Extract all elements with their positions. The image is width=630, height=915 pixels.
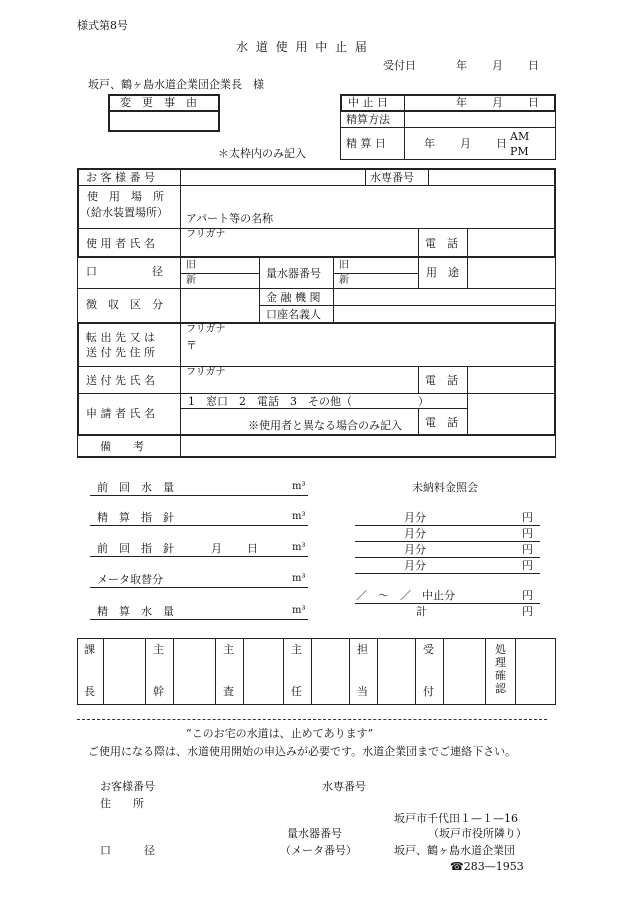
settle-day: 日 bbox=[496, 137, 507, 150]
send-phone-label: 電 話 bbox=[425, 374, 458, 387]
unpaid-month-3: 月分 bbox=[404, 543, 426, 556]
received-year: 年 bbox=[456, 59, 467, 72]
use-location-label: 使 用 場 所 bbox=[87, 190, 164, 203]
unpaid-month-4: 月分 bbox=[404, 559, 426, 572]
send-name-label: 送 付 先 氏 名 bbox=[86, 374, 155, 387]
stop-day: 日 bbox=[528, 96, 539, 109]
apply-method-options[interactable]: 1 窓口 2 電話 3 その他（ ） bbox=[188, 395, 429, 408]
office-phone: ☎283—1953 bbox=[450, 860, 524, 873]
settle-reading-label: 精 算 指 針 bbox=[97, 511, 174, 524]
thick-frame-note: ＊太枠内のみ記入 bbox=[218, 147, 306, 160]
use-location-sub-label: （給水装置場所） bbox=[80, 206, 168, 219]
unit-4: m³ bbox=[292, 573, 306, 584]
diameter-new: 新 bbox=[186, 275, 196, 286]
settle-am[interactable]: AM bbox=[510, 130, 530, 143]
received-day: 日 bbox=[528, 59, 539, 72]
forward-address-sub-label: 送 付 先 住 所 bbox=[86, 346, 155, 359]
apply-note: ※使用者と異なる場合のみ記入 bbox=[248, 419, 402, 432]
unpaid-total: 計 bbox=[416, 605, 427, 618]
unpaid-month-2: 月分 bbox=[404, 527, 426, 540]
unpaid-yen-1: 円 bbox=[522, 511, 533, 524]
notice-meter-sub: （メータ番号） bbox=[280, 844, 357, 857]
unit-1: m³ bbox=[292, 481, 306, 492]
stamp-shunin-2: 任 bbox=[291, 685, 302, 698]
addressee: 坂戸、鶴ヶ島水道企業団企業長 様 bbox=[88, 78, 264, 91]
prev-reading-day: 日 bbox=[247, 542, 258, 555]
stop-year: 年 bbox=[456, 96, 467, 109]
prev-volume-label: 前 回 水 量 bbox=[97, 481, 174, 494]
page-title: 水 道 使 用 中 止 届 bbox=[236, 40, 369, 54]
settle-volume-label: 精 算 水 量 bbox=[97, 605, 174, 618]
diameter-label: 口 径 bbox=[86, 265, 163, 278]
stamp-shori-4: 認 bbox=[495, 682, 506, 695]
apartment-name-label: アパート等の名称 bbox=[186, 212, 274, 225]
office-note: （坂戸市役所隣り） bbox=[428, 827, 527, 840]
user-phone-label: 電 話 bbox=[425, 237, 458, 250]
unpaid-month-1: 月分 bbox=[404, 511, 426, 524]
notice-diameter: 口 径 bbox=[100, 844, 155, 857]
stamp-shunin-1: 主 bbox=[291, 643, 302, 656]
collection-type-label: 徴 収 区 分 bbox=[86, 298, 163, 311]
unpaid-yen-4: 円 bbox=[522, 559, 533, 572]
unpaid-yen-total: 円 bbox=[522, 605, 533, 618]
received-date-label: 受付日 bbox=[383, 59, 416, 72]
cut-line bbox=[77, 719, 547, 720]
unit-2: m³ bbox=[292, 511, 306, 522]
stamp-shusa-1: 主 bbox=[223, 643, 234, 656]
settlement-date-label: 精 算 日 bbox=[346, 137, 386, 150]
notice-address: 住 所 bbox=[100, 797, 144, 810]
settle-year: 年 bbox=[424, 137, 435, 150]
applicant-name-label: 申 請 者 氏 名 bbox=[86, 407, 155, 420]
unpaid-yen-5: 円 bbox=[522, 589, 533, 602]
user-furigana-label: フリガナ bbox=[186, 229, 226, 240]
unpaid-period: ／ ～ ／ 中止分 bbox=[356, 589, 455, 602]
stamp-uketsuke-2: 付 bbox=[423, 685, 434, 698]
notice-body: ご使用になる際は、水道使用開始の申込みが必要です。水道企業団までご連絡下さい。 bbox=[88, 745, 517, 758]
stamp-tanto-2: 当 bbox=[357, 685, 368, 698]
notice-headline: “このお宅の水道は、止めてあります” bbox=[186, 727, 374, 740]
meter-number-label: 量水器番号 bbox=[266, 267, 321, 280]
send-furigana-label: フリガナ bbox=[186, 367, 226, 378]
stamp-tanto-1: 担 bbox=[357, 643, 368, 656]
stamp-shukan-2: 幹 bbox=[153, 685, 164, 698]
meter-new: 新 bbox=[339, 275, 349, 286]
prev-reading-label: 前 回 指 針 bbox=[97, 542, 174, 555]
stamp-shori-1: 処 bbox=[495, 643, 506, 656]
water-exclusive-number-label: 水専番号 bbox=[370, 171, 414, 184]
stop-month: 月 bbox=[492, 96, 503, 109]
stamp-uketsuke-1: 受 bbox=[423, 643, 434, 656]
office-address: 坂戸市千代田１—１—16 bbox=[394, 812, 518, 825]
stamp-shukan-1: 主 bbox=[153, 643, 164, 656]
settle-month: 月 bbox=[460, 137, 471, 150]
received-month: 月 bbox=[492, 59, 503, 72]
change-reason-label: 変 更 事 由 bbox=[120, 96, 197, 109]
forward-address-label: 転 出 先 又 は bbox=[86, 331, 155, 344]
settle-pm[interactable]: PM bbox=[510, 145, 529, 158]
applicant-phone-label: 電 話 bbox=[425, 416, 458, 429]
settlement-method-label: 精算方法 bbox=[346, 113, 390, 126]
office-name: 坂戸、鶴ヶ島水道企業団 bbox=[394, 844, 515, 857]
stamp-ka-1: 課 bbox=[84, 643, 95, 656]
customer-number-field[interactable] bbox=[181, 170, 364, 184]
meter-replace-label: メータ取替分 bbox=[97, 573, 163, 586]
postal-mark: 〒 bbox=[186, 339, 197, 352]
stamp-shusa-2: 査 bbox=[223, 685, 234, 698]
usage-label: 用 途 bbox=[426, 266, 459, 279]
unpaid-yen-2: 円 bbox=[522, 527, 533, 540]
unpaid-yen-3: 円 bbox=[522, 543, 533, 556]
unit-5: m³ bbox=[292, 605, 306, 616]
notice-meter-number: 量水器番号 bbox=[287, 827, 342, 840]
forward-furigana-label: フリガナ bbox=[186, 324, 226, 335]
notice-water-exclusive-number: 水専番号 bbox=[322, 780, 366, 793]
diameter-old: 旧 bbox=[186, 260, 196, 271]
notice-customer-number: お客様番号 bbox=[100, 780, 155, 793]
user-name-label: 使 用 者 氏 名 bbox=[86, 237, 155, 250]
stop-date-label: 中 止 日 bbox=[348, 96, 388, 109]
stamp-shori-3: 確 bbox=[495, 669, 506, 682]
remarks-label: 備 考 bbox=[100, 440, 144, 453]
prev-reading-month: 月 bbox=[211, 542, 222, 555]
customer-number-label: お 客 様 番 号 bbox=[86, 171, 155, 184]
unpaid-title: 未納料金照会 bbox=[412, 481, 478, 494]
meter-old: 旧 bbox=[339, 260, 349, 271]
stamp-shori-2: 理 bbox=[495, 656, 506, 669]
unit-3: m³ bbox=[292, 542, 306, 553]
form-number: 様式第8号 bbox=[77, 19, 128, 32]
stamp-ka-2: 長 bbox=[84, 685, 95, 698]
account-holder-label: 口座名義人 bbox=[266, 308, 321, 321]
bank-label: 金 融 機 関 bbox=[266, 291, 321, 304]
